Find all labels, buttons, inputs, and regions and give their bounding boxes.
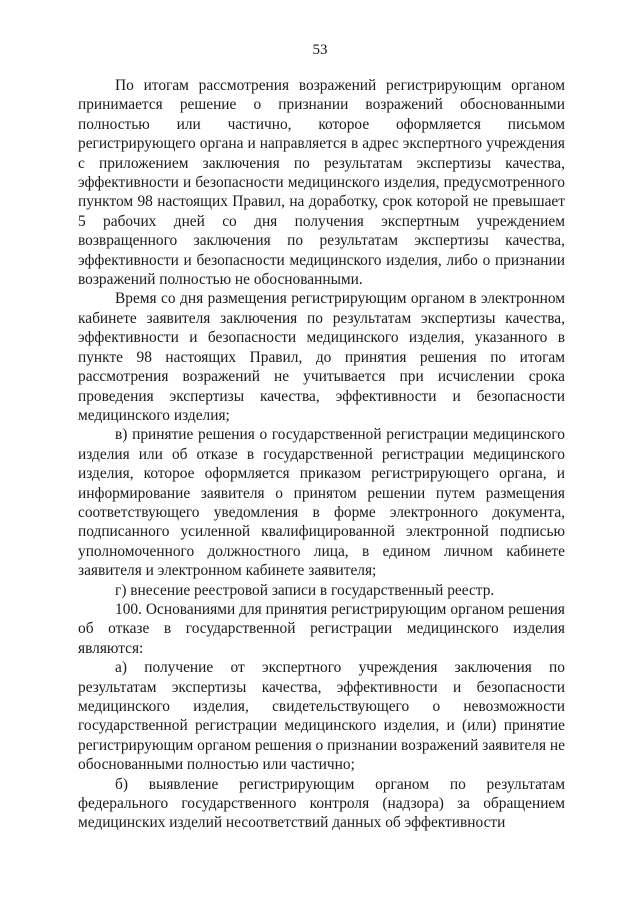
- paragraph-item-b: б) выявление регистрирующим органом по результатам федерального государственного контроля (надзора) за обращением медицинских изделий несоответствий данных об эффективности: [78, 775, 565, 832]
- document-body: [78, 76, 565, 833]
- paragraph-item-g: г) внесение реестровой записи в государственный реестр.: [115, 581, 495, 599]
- paragraph-time-exclusion: Время со дня размещения регистрирующим органом в электронном кабинете заявителя заключения по результатам экспертизы качества, эффективности и безопасности медицинского изделия, указанного в пункте 98 настоящих Правил, до принятия решения по итогам рассмотрения возражений не учитывается при исчислении срока проведения экспертизы качества, эффективности и безопасности медицинского изделия;: [78, 290, 565, 424]
- page-number: 53: [312, 42, 328, 58]
- paragraph-clause-100: 100. Основаниями для принятия регистрирующим органом решения об отказе в государственной регистрации медицинского изделия являются:: [78, 600, 565, 657]
- paragraph-objection-outcome: По итогам рассмотрения возражений регистрирующим органом принимается решение о признании возражений обоснованными полностью или частично, которое оформляется письмом регистрирующего органа и направляется в адрес экспертного учреждения с приложением заключения по результатам экспертизы качества, эффективности и безопасности медицинского изделия, предусмотренного пунктом 98 настоящих Правил, на доработку, срок которой не превышает 5 рабочих дней со дня получения экспертным учреждением возвращенного заключения по результатам экспертизы качества, эффективности и безопасности медицинского изделия, либо о признании возражений полностью не обоснованными.: [78, 77, 565, 289]
- paragraph-item-v: в) принятие решения о государственной регистрации медицинского изделия или об отказе в государственной регистрации медицинского изделия, которое оформляется приказом регистрирующего органа, и информирование заявителя о принятом решении путем размещения соответствующего уведомления в форме электронного документа, подписанного усиленной квалифицированной электронной подписью уполномоченного должностного лица, в едином личном кабинете заявителя и электронном кабинете заявителя;: [78, 426, 565, 580]
- paragraph-item-a: а) получение от экспертного учреждения заключения по результатам экспертизы качества, эффективности и безопасности медицинского изделия, свидетельствующего о невозможности государственной регистрации медицинского изделия, и (или) принятие регистрирующим органом решения о признании возражений заявителя не обоснованными полностью или частично;: [78, 659, 565, 774]
